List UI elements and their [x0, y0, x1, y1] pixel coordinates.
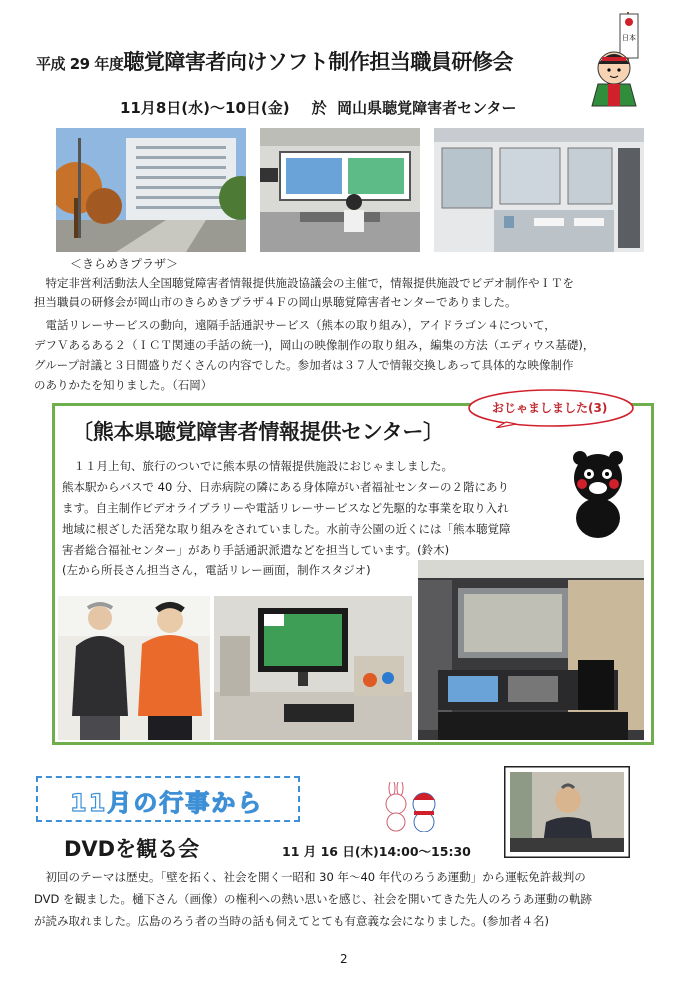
- svg-text:日本: 日本: [622, 34, 636, 42]
- staff-photo: [58, 596, 210, 740]
- event-date: 11月8日(水)〜10日(金): [120, 99, 290, 117]
- november-events-title: 11月の行事から: [70, 789, 264, 817]
- studio-office-photo: [434, 128, 644, 252]
- kumamon-bear-icon: [568, 448, 628, 538]
- training-room-photo: [260, 128, 420, 252]
- dvd-viewing-date: 11 月 16 日(木)14:00〜15:30: [282, 844, 471, 859]
- dvd-line-3: が読み取れました。広島のろう者の当時の話も伺えてとても有意義な会になりました。(参加者４名): [34, 914, 549, 928]
- dvd-speaker-photo: [504, 766, 630, 858]
- seminar-line-2: 担当職員の研修会が岡山市のきらめきプラザ４Ｆの岡山県聴覚障害者センターでありました。: [34, 295, 517, 309]
- dvd-line-2: DVD を観ました。樋下さん（画像）の権利への熱い思いを感じ、社会を開いてきた先人のろうあ運動の軌跡: [34, 892, 593, 906]
- bubble-label: おじゃましました(3): [492, 401, 608, 415]
- seminar-line-6: のありかたを知りました。（石岡）: [34, 378, 213, 392]
- title-year: 平成 29 年度: [36, 55, 124, 73]
- seminar-line-5: グループ討議と３日間盛りだくさんの内容でした。参加者は３７人で情報交換しあって具体的な映像制作: [34, 358, 574, 372]
- visit-photo-caption: (左から所長さん担当さん，電話リレー画面，制作スタジオ): [62, 563, 371, 577]
- visit-line-1: １１月上旬、旅行のついでに熊本県の情報提供施設におじゃましました。: [62, 459, 453, 473]
- dvd-line-1: 初回のテーマは歴史。「壁を拓く、社会を開く一昭和 30 年〜40 年代のろうあ運動」から運転免許裁判の: [34, 870, 586, 884]
- visit-line-3: ます。自主制作ビデオライブラリーや電話リレーサービスなど先駆的な事業を取り入れ: [62, 501, 509, 515]
- page-title: [36, 46, 596, 76]
- title-main: 聴覚障害者向けソフト制作担当職員研修会: [123, 50, 513, 74]
- visit-line-4: 地域に根ざした活発な取り組みをされていました。水前寺公園の近くには「熊本聴覚障: [62, 522, 511, 536]
- seminar-line-4: デフＶあるある２（ＩＣＴ関連の手話の統一)，岡山の映像制作の取り組み，編集の方法（エディウス基礎)，: [34, 338, 595, 352]
- kirameki-plaza-photo: [56, 128, 246, 252]
- seminar-line-1: 特定非営利活動法人全国聴覚障害者情報提供施設協議会の主催で，情報提供施設でビデオ制作やＩＴを: [34, 276, 575, 290]
- venue-name: 岡山県聴覚障害者センター: [337, 99, 517, 117]
- venue-prefix: 於: [311, 99, 327, 117]
- seminar-line-3: 電話リレーサービスの動向，遠隔手話通訳サービス（熊本の取り組み），アイドラゴン４について，: [34, 318, 556, 332]
- dvd-viewing-title: DVDを観る会: [64, 837, 200, 861]
- relay-screen-photo: [214, 596, 412, 740]
- visit-line-5: 害者総合福祉センター」があり手話通訳派遣などを担当しています。(鈴木): [62, 543, 450, 557]
- production-studio-photo: [418, 560, 644, 740]
- event-date-venue: [120, 97, 516, 118]
- momotaro-mascot-icon: [588, 10, 658, 110]
- kumamoto-heading: 〔熊本県聴覚障害者情報提供センター〕: [72, 420, 444, 444]
- page-number: 2: [340, 952, 348, 966]
- visit-line-2: 熊本駅からバスで 40 分、日赤病院の隣にある身体障がい者福祉センターの２階にあり: [62, 480, 509, 494]
- rabbit-snowman-icon: [378, 782, 446, 832]
- kirameki-caption: ＜きらめきプラザ＞: [70, 257, 179, 271]
